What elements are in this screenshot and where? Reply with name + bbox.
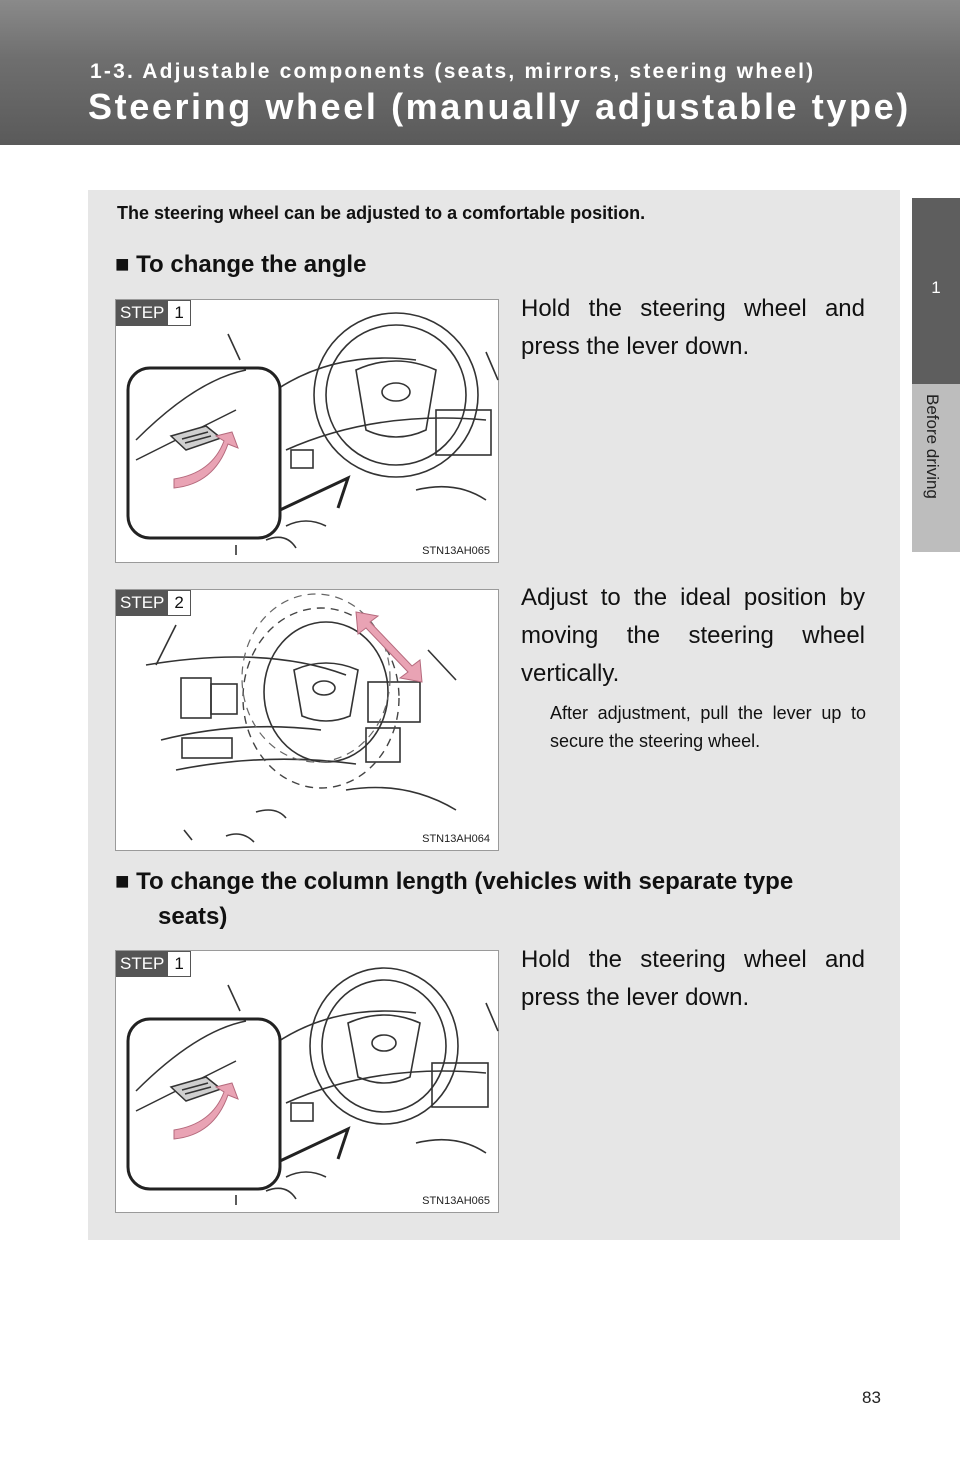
figure-step1-lever-column: [115, 950, 499, 1213]
subheading-line2: seats): [158, 903, 228, 930]
step-badge-number: 2: [174, 593, 184, 612]
step-badge: [116, 590, 191, 616]
figure-step1-lever: [115, 299, 499, 563]
page-title: Steering wheel (manually adjustable type): [88, 86, 911, 127]
section-title: 1-3. Adjustable components (seats, mirrors, steering wheel): [90, 60, 816, 83]
chapter-number: 1: [931, 278, 941, 297]
figure-code: STN13AH064: [422, 833, 490, 845]
steering-tilt-illustration: [116, 590, 500, 852]
steering-lever-illustration: [116, 300, 500, 564]
step2-text: Adjust to the ideal position by moving the steering wheel vertically.: [521, 584, 865, 687]
intro-text: The steering wheel can be adjusted to a comfortable position.: [117, 203, 646, 223]
figure-code: STN13AH065: [422, 545, 490, 557]
step1-text: Hold the steering wheel and press the lever down.: [521, 295, 865, 360]
page-number: 83: [862, 1388, 881, 1407]
step-badge: [116, 951, 191, 977]
steering-lever-illustration: [116, 951, 500, 1214]
figure-step2-tilt: [115, 589, 499, 851]
subheading-line1: ■ To change the column length (vehicles with separate type: [115, 868, 794, 895]
step-badge-label: STEP: [117, 591, 168, 615]
step-badge-number: 1: [174, 303, 184, 322]
step-badge: [116, 300, 191, 326]
step-badge-label: STEP: [117, 952, 168, 976]
chapter-name: Before driving: [923, 394, 942, 499]
step2-note: After adjustment, pull the lever up to secure the steering wheel.: [550, 703, 866, 751]
subheading-column-length: [115, 864, 867, 934]
step1-column-text: Hold the steering wheel and press the lever down.: [521, 946, 865, 1011]
step-badge-label: STEP: [117, 301, 168, 325]
step-badge-number: 1: [174, 954, 184, 973]
figure-code: STN13AH065: [422, 1195, 490, 1207]
subheading-angle: ■ To change the angle: [115, 251, 367, 278]
